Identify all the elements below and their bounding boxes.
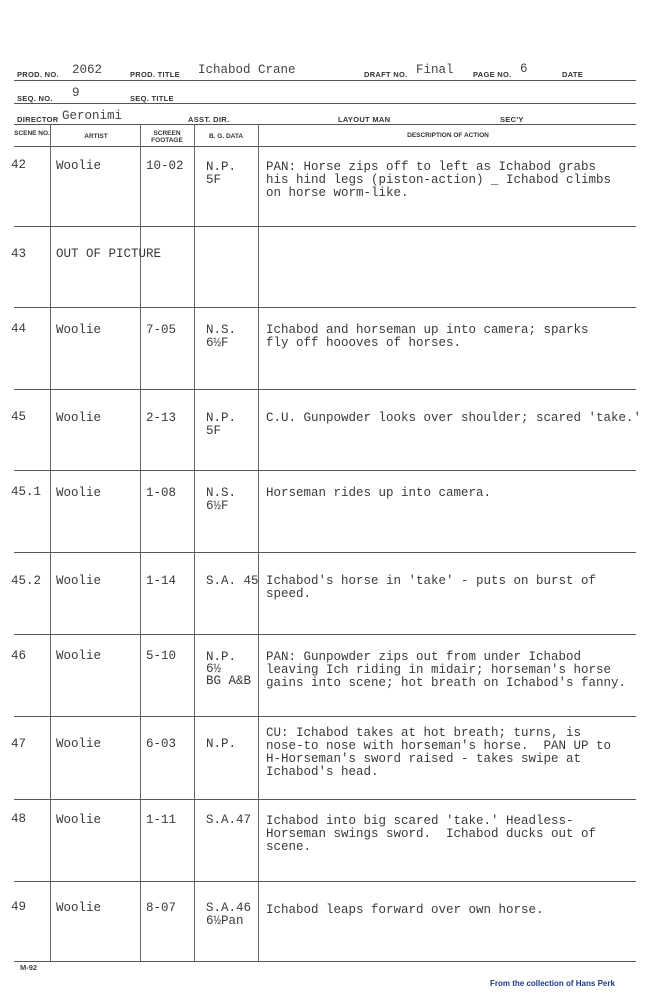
artist-name: Woolie — [56, 323, 102, 337]
col-divider-1 — [50, 124, 51, 961]
header-line-3 — [14, 124, 636, 125]
artist-name: Woolie — [56, 574, 102, 588]
bg-data: S.A.47 — [206, 813, 252, 827]
prod-no-label: PROD. NO. — [17, 70, 59, 79]
artist-name: Woolie — [56, 411, 102, 425]
date-label: DATE — [562, 70, 584, 79]
secy-label: SEC'Y — [500, 115, 524, 124]
scene-number: 44 — [11, 322, 27, 336]
screen-footage: 10-02 — [146, 159, 184, 173]
header-line-1 — [14, 80, 636, 81]
scene-number: 42 — [11, 158, 27, 172]
scene-number: 45 — [11, 410, 27, 424]
row-divider — [14, 307, 636, 308]
header-line-2 — [14, 103, 636, 104]
page-no-label: PAGE NO. — [473, 70, 512, 79]
bg-data: N.S. 6½F — [206, 323, 237, 350]
screen-footage: 6-03 — [146, 737, 177, 751]
seq-title-label: SEQ. TITLE — [130, 94, 174, 103]
page-no-value: 6 — [520, 62, 528, 76]
asst-dir-label: ASST. DIR. — [188, 115, 230, 124]
col-divider-4 — [258, 124, 259, 961]
description: Ichabod leaps forward over own horse. — [266, 903, 544, 917]
scene-number: 45.1 — [11, 485, 42, 499]
description: PAN: Horse zips off to left as Ichabod grabs his hind legs (piston-action) _ Ichabod climbs on horse worm-like. — [266, 160, 612, 200]
row-divider — [14, 799, 636, 800]
scene-number: 48 — [11, 812, 27, 826]
col-head-scene: SCENE NO. — [14, 130, 50, 137]
bg-data: N.P. 5F — [206, 411, 237, 438]
row-divider — [14, 552, 636, 553]
scene-number: 49 — [11, 900, 27, 914]
scene-number: 46 — [11, 649, 27, 663]
description: PAN: Gunpowder zips out from under Ichabod leaving Ich riding in midair; horseman's horse gains into scene; hot breath on Ichabod's fanny. — [266, 650, 627, 690]
row-divider — [14, 716, 636, 717]
col-head-artist: ARTIST — [84, 133, 108, 140]
screen-footage: 2-13 — [146, 411, 177, 425]
seq-no-value: 9 — [72, 86, 80, 100]
prod-no-value: 2062 — [72, 63, 103, 77]
col-head-footage: SCREEN FOOTAGE — [151, 130, 183, 144]
prod-title-label: PROD. TITLE — [130, 70, 180, 79]
description: Horseman rides up into camera. — [266, 486, 492, 500]
row-divider — [14, 634, 636, 635]
description: Ichabod into big scared 'take.' Headless- Horseman swings sword. Ichabod ducks out of scene. — [266, 814, 597, 854]
layout-man-label: LAYOUT MAN — [338, 115, 391, 124]
artist-name: OUT OF PICTURE — [56, 247, 162, 261]
draft-no-label: DRAFT NO. — [364, 70, 408, 79]
screen-footage: 1-11 — [146, 813, 177, 827]
scene-number: 43 — [11, 247, 27, 261]
col-head-description: DESCRIPTION OF ACTION — [407, 132, 489, 139]
artist-name: Woolie — [56, 486, 102, 500]
director-label: DIRECTOR — [17, 115, 59, 124]
description: CU: Ichabod takes at hot breath; turns, is nose-to nose with horseman's horse. PAN UP to H-Horseman's sword raised - takes swipe at Ichabod's head. — [266, 726, 612, 779]
artist-name: Woolie — [56, 159, 102, 173]
bg-data: N.S. 6½F — [206, 486, 237, 513]
artist-name: Woolie — [56, 649, 102, 663]
scene-number: 47 — [11, 737, 27, 751]
table-bottom-line — [14, 961, 636, 962]
prod-title-value: Ichabod Crane — [198, 63, 296, 77]
bg-data: N.P. 5F — [206, 160, 237, 187]
bg-data: S.A. 45 — [206, 574, 259, 588]
bg-data: N.P. — [206, 737, 237, 751]
col-head-bg-data: B. G. DATA — [208, 133, 244, 140]
director-value: Geronimi — [62, 109, 123, 123]
row-divider — [14, 881, 636, 882]
collection-credit: From the collection of Hans Perk — [490, 979, 615, 988]
description: Ichabod and horseman up into camera; sparks fly off hoooves of horses. — [266, 323, 589, 350]
screen-footage: 5-10 — [146, 649, 177, 663]
description: C.U. Gunpowder looks over shoulder; scared 'take.' — [266, 411, 642, 425]
bg-data: N.P. 6½ BG A&B — [206, 650, 252, 688]
row-divider — [14, 389, 636, 390]
description: Ichabod's horse in 'take' - puts on burst of speed. — [266, 574, 597, 601]
draft-no-value: Final — [416, 63, 454, 77]
form-number: M-92 — [20, 963, 38, 972]
screen-footage: 7-05 — [146, 323, 177, 337]
artist-name: Woolie — [56, 901, 102, 915]
scene-number: 45.2 — [11, 574, 42, 588]
screen-footage: 1-14 — [146, 574, 177, 588]
artist-name: Woolie — [56, 737, 102, 751]
artist-name: Woolie — [56, 813, 102, 827]
seq-no-label: SEQ. NO. — [17, 94, 53, 103]
col-divider-3 — [194, 124, 195, 961]
screen-footage: 8-07 — [146, 901, 177, 915]
bg-data: S.A.46 6½Pan — [206, 901, 252, 928]
row-divider — [14, 470, 636, 471]
screen-footage: 1-08 — [146, 486, 177, 500]
column-header-line — [14, 146, 636, 147]
row-divider — [14, 226, 636, 227]
